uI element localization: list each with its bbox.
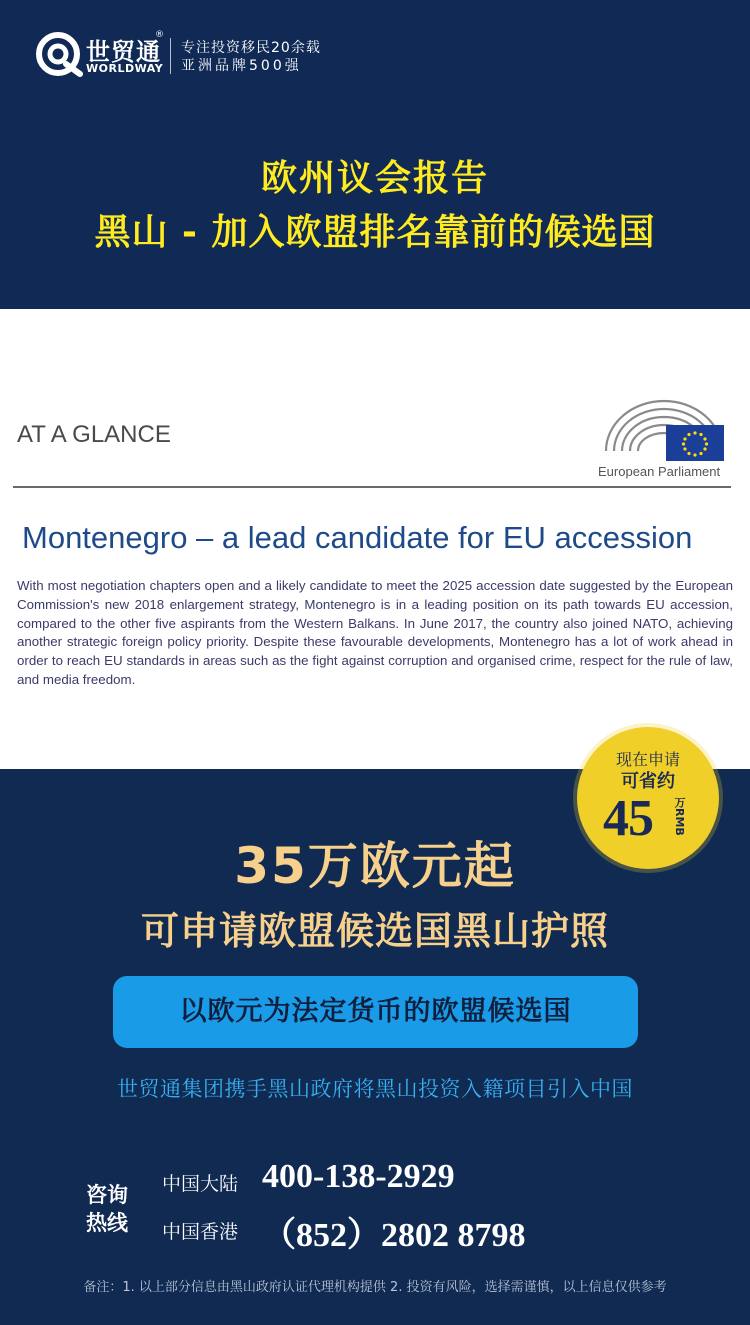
hk-label: 中国香港 [162,1221,239,1243]
report-excerpt [0,309,750,769]
registered-mark: ® [155,30,164,40]
headline-line-2: 黑山 - 加入欧盟排名靠前的候选国 [94,212,656,253]
slogan-line-2: 亚洲品牌500强 [181,58,302,74]
hotline-title-line-1: 咨询 [86,1183,128,1207]
hotline-title [86,1181,136,1237]
badge-unit: 万RMB [673,797,686,836]
brand-divider [170,38,171,74]
passport-headline: 可申请欧盟候选国黑山护照 [140,909,609,953]
brand-name-cn: 世贸通 [86,38,161,66]
slogan-line-1: 专注投资移民20余载 [181,40,321,56]
badge-line-1: 现在申请 [615,750,680,769]
european-parliament-logo-icon [600,391,730,463]
header-banner [0,0,750,309]
headline-line-1: 欧州议会报告 [260,158,489,199]
badge-amount: 45 [603,790,653,847]
report-body: With most negotiation chapters open and a likely candidate to meet the 2025 accession date suggested by the European Commission's new 2018 enlargement strategy, Montenegro is in a leading position on its path towards EU accession, compared to the other five aspirants from the Western Balkans. In June 2017, the country also joined NATO, achieving another strategic foreign policy priority. Despite these favourable developments, Montenegro has a lot of work ahead in order to reach EU standards in areas such as the fight against corruption and organised crime, respect for the rule of law, and media freedom. [17,578,733,687]
worldway-logo-icon [36,30,84,78]
hk-phone[interactable]: （852）2802 8798 [262,1217,526,1254]
divider [13,486,731,488]
hotline-title-line-2: 热线 [86,1211,128,1235]
project-intro: 世贸通集团携手黑山政府将黑山投资入籍项目引入中国 [117,1077,633,1101]
institution-name: European Parliament [598,464,721,479]
at-a-glance-label: AT A GLANCE [17,421,171,448]
price-headline: 35万欧元起 [234,837,516,895]
badge-line-2: 可省约 [621,771,675,792]
brand-name-en: WORLDWAY [86,62,164,75]
report-title: Montenegro – a lead candidate for EU accession [22,520,693,555]
euro-currency-banner: 以欧元为法定货币的欧盟候选国 [113,976,638,1048]
mainland-phone[interactable]: 400-138-2929 [262,1158,455,1195]
footnote: 备注：1. 以上部分信息由黑山政府认证代理机构提供 2. 投资有风险，选择需谨慎，以上信息仅供参考 [83,1280,667,1295]
mainland-label: 中国大陆 [162,1173,239,1195]
